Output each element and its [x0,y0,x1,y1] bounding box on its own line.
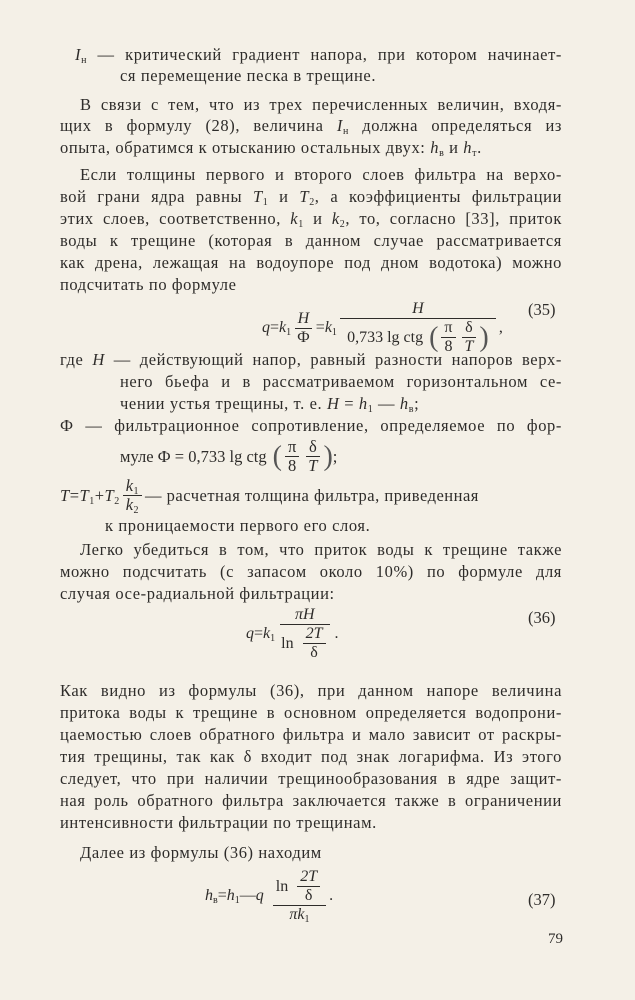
var-k1: $k_1$ [324,319,337,338]
text-run: ся перемещение песка в трещине. [120,66,377,85]
text-line [60,791,562,811]
text-run: = [339,394,359,413]
text-line [60,416,562,436]
text-run: тия трещины, так как δ входит под знак логарифма. Из этого [60,747,562,766]
equation-number-36: (36) [528,608,556,627]
text-line [60,275,237,295]
math-variable: $h_1$ [358,394,374,415]
text-line [105,516,370,536]
text-run: — [373,394,400,413]
formula-37: $h_в$ = $h_1$ — q ln $\frac{2T}{\delta}$ $\pi k_1$ . [205,868,334,925]
text-run: ная роль обратного фильтра заключается также в ограничении [60,791,562,810]
math-variable: $k_2$ [331,209,346,230]
text-run: , то, согласно [33], приток [345,209,562,228]
text-line [80,843,322,863]
text-run: опыта, обратимся к отысканию остальных двух: [60,138,431,157]
text-line [60,562,562,582]
left-paren: ( [429,321,439,353]
text-line [60,253,562,273]
formula-36: q = $k_1$ πH ln $\frac{2T}{\delta}$ . [246,606,339,661]
text-line [120,372,562,392]
text-line [80,95,562,115]
text-run: этих слоев, соответственно, [60,209,291,228]
text-run: щих в формулу (28), величина [60,116,337,135]
math-variable: $k_1$ [290,209,304,230]
text-line [60,725,562,745]
math-variable: $T_2$ [299,187,315,208]
text-run: Ф — фильтрационное сопротивление, определяемое по фор- [60,416,562,435]
text-run: и [444,138,464,157]
text-run: — действующий напор, равный разности напоров верх- [104,350,562,369]
text-run: случая осе-радиальной фильтрации: [60,584,335,603]
equals: = [315,319,325,336]
text-run: чении устья трещины, т. е. [120,394,327,413]
text-run: цаемостью слоев обратного фильтра и мало зависит от раскры- [60,725,562,744]
var-k1: $k_1$ [279,319,292,338]
text-run: — критический градиент напора, при котором начинает- [87,45,562,64]
text-run: В связи с тем, что из трех перечисленных величин, входя- [80,95,562,114]
text-run: следует, что при наличии трещинообразования в ядре защит- [60,769,562,788]
page-number: 79 [548,931,563,947]
text-run: можно подсчитать (с запасом около 10%) по формуле для [60,562,562,581]
text-run: ; [414,394,420,413]
text-run: и [303,209,332,228]
fraction-h-over-phi: $\frac{H}{Ф}$ [294,310,313,347]
text-run: и [268,187,300,206]
math-variable: H [326,394,340,413]
text-line [60,681,562,701]
text-line [75,45,562,65]
text-line [60,116,562,136]
math-variable: $h_в$ [399,394,415,415]
text-line [60,813,377,833]
text-line [60,747,562,767]
text-line [60,769,562,789]
text-line [60,231,562,251]
right-paren: ) [479,321,489,353]
equation-number-35: (35) [528,300,556,319]
math-variable: $T_1$ [252,187,269,208]
math-variable: $h_в$ [430,138,445,159]
text-run: где [60,350,93,369]
text-line [60,209,562,229]
text-line [120,66,376,86]
math-variable: $h_т$ [463,138,478,159]
math-variable: H [92,350,105,369]
text-run: Легко убедиться в том, что приток воды к трещине также [80,540,562,559]
t-definition: T = $T_1$ + $T_2$ $\frac{k_1}{k_2}$ — расчетная толщина фильтра, приведенная [60,476,479,516]
text-run: воды к трещине (которая в данном случае рассматривается [60,231,562,250]
text-run: притока воды к трещине в основном определяется водопрони- [60,703,562,722]
math-variable: $I_н$ [75,45,88,66]
fraction-main: H 0,733 lg ctg ( $\frac{\pi}{8}$ $\frac{\delta}{T}$ ) [340,300,496,356]
text-line [60,703,562,723]
text-run: подсчитать по формуле [60,275,237,294]
text-run: . [477,138,482,157]
phi-definition: муле Ф = 0,733 lg ctg ( $\frac{\pi}{8}$ $\frac{\delta}{T}$ ) ; [120,437,338,475]
text-line [60,187,562,207]
text-run: Как видно из формулы (36), при данном напоре величина [60,681,562,700]
var-q: q [262,319,270,336]
text-run: него бьефа и в рассматриваемом горизонтальном се- [120,372,562,391]
text-run: вой грани ядра равны [60,187,253,206]
math-variable: $I_н$ [336,116,349,137]
text-line [80,540,562,560]
text-line [60,584,335,604]
text-line [120,394,419,414]
text-run: Если толщины первого и второго слоев фильтра на верхо- [80,165,562,184]
equals: = [270,319,280,336]
text-run: должна определяться из [348,116,562,135]
equation-number-37: (37) [528,890,556,909]
text-run: Далее из формулы (36) находим [80,843,322,862]
formula-35: q = $k_1$ $\frac{H}{Ф}$ = $k_1$ H 0,733 lg ctg ( $\frac{\pi}{8}$ $\frac{\delta}{T}$ ) , [262,300,503,355]
text-run: , а коэффициенты фильтрации [314,187,562,206]
text-run: как дрена, лежащая на водоупоре под дном водотока) можно [60,253,562,272]
text-line [80,165,562,185]
text-run: интенсивности фильтрации по трещинам. [60,813,377,832]
text-line [60,138,482,158]
text-run: к проницаемости первого его слоя. [105,516,371,535]
